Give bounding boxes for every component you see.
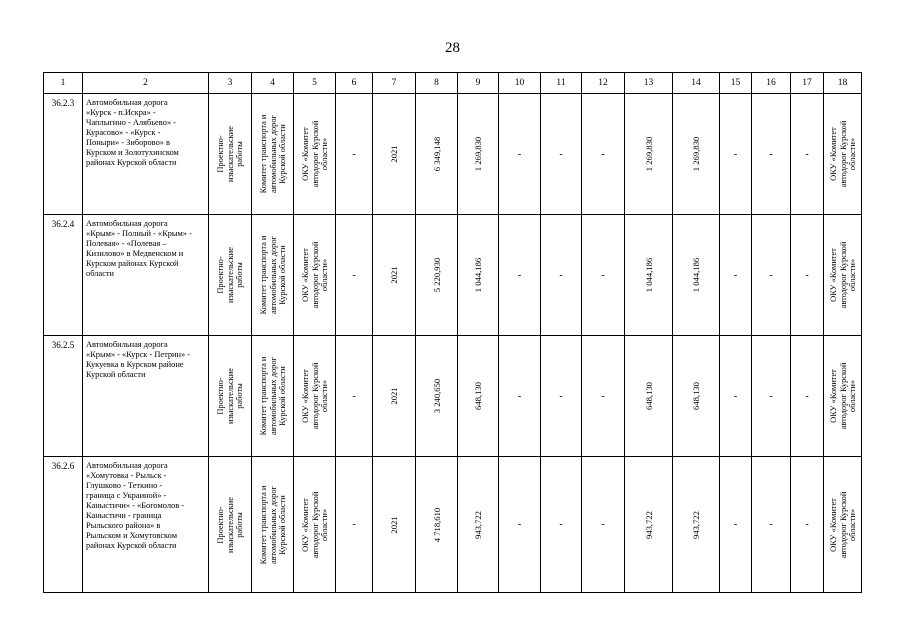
- col-18-executor-cell: [824, 457, 862, 593]
- column-header-3: 3: [209, 73, 252, 94]
- col-13-value: 1 269,830: [643, 136, 654, 172]
- road-name: Автомобильная дорога «Курск - п.Искра» - Чаплыгино - Алябьево» - Курасово» - «Курск - Поныри» - Зиборово» в Курском и Золотухинском районах Курской области: [83, 94, 209, 215]
- column-header-16: 16: [752, 73, 791, 94]
- col-10-value: -: [499, 215, 541, 336]
- col-18-executor-cell: [824, 215, 862, 336]
- col-14-value-cell: [673, 457, 720, 593]
- executor: ОКУ «Комитет автодорог Курской области»: [300, 120, 329, 188]
- executor-cell: [294, 94, 336, 215]
- col-14-value: 1 044,186: [691, 257, 701, 293]
- year-cell: [373, 336, 416, 457]
- responsible-committee: Комитет транспорта и автомобильных дорог Курской области: [258, 485, 287, 564]
- col-12-value: -: [582, 94, 625, 215]
- column-header-17: 17: [791, 73, 824, 94]
- col-9-value-cell: [458, 94, 499, 215]
- page-number: 28: [445, 40, 460, 56]
- col-17-value: -: [791, 457, 824, 593]
- table-row: [44, 457, 862, 593]
- road-name: Автомобильная дорога «Крым» - Полный - «Крым» - Полевая» - «Полевая – Кизилово» в Медвенском и Курском районах Курской области: [83, 215, 209, 336]
- executor-cell: [294, 457, 336, 593]
- column-header-10: 10: [499, 73, 541, 94]
- col-17-value: -: [791, 94, 824, 215]
- year-cell: [373, 215, 416, 336]
- column-header-18: 18: [824, 73, 862, 94]
- year: 2021: [389, 515, 399, 534]
- col-9-value: 943,722: [473, 510, 483, 539]
- road-name: Автомобильная дорога «Хомутовка - Рыльск - Глушково - Теткино - граница с Украиной» - Каныстичи» - «Богомолов - Каныстичи - граница Рыльского района» в Рыльском и Хомутовском районах Курской области: [83, 457, 209, 593]
- total-cost-cell: [416, 457, 458, 593]
- col-13-value: 943,722: [643, 510, 654, 539]
- year: 2021: [389, 145, 399, 163]
- responsible-committee: Комитет транспорта и автомобильных дорог Курской области: [258, 235, 287, 315]
- col-6-value: -: [336, 336, 373, 457]
- row-number: 36.2.4: [44, 215, 83, 336]
- work-type: Проектно- изыскательские работы: [215, 496, 244, 553]
- total-cost-cell: [416, 336, 458, 457]
- column-header-5: 5: [294, 73, 336, 94]
- executor: ОКУ «Комитет автодорог Курской области»: [300, 241, 329, 309]
- column-header-12: 12: [582, 73, 625, 94]
- col-13-value: 648,130: [643, 382, 654, 410]
- executor-cell: [294, 215, 336, 336]
- col-11-value: -: [541, 94, 582, 215]
- responsible-committee-cell: [252, 336, 294, 457]
- work-type: Проектно- изыскательские работы: [215, 126, 244, 182]
- col-10-value: -: [499, 457, 541, 593]
- responsible-committee-cell: [252, 457, 294, 593]
- col-11-value: -: [541, 215, 582, 336]
- column-header-7: 7: [373, 73, 416, 94]
- col-9-value: 1 269,830: [473, 136, 483, 172]
- executor: ОКУ «Комитет автодорог Курской области»: [300, 491, 329, 558]
- column-header-9: 9: [458, 73, 499, 94]
- total-cost: 6 349,148: [431, 136, 442, 172]
- col-17-value: -: [791, 215, 824, 336]
- col-15-value: -: [720, 336, 752, 457]
- table-row: [44, 215, 862, 336]
- column-header-15: 15: [720, 73, 752, 94]
- col-13-value-cell: [625, 215, 673, 336]
- total-cost: 3 240,650: [431, 378, 442, 414]
- col-16-value: -: [752, 457, 791, 593]
- column-header-13: 13: [625, 73, 673, 94]
- table-row: [44, 94, 862, 215]
- col-13-value-cell: [625, 336, 673, 457]
- work-type-cell: [209, 457, 252, 593]
- column-header-6: 6: [336, 73, 373, 94]
- col-13-value-cell: [625, 94, 673, 215]
- col-16-value: -: [752, 336, 791, 457]
- year: 2021: [389, 266, 399, 284]
- road-name: Автомобильная дорога «Крым» - «Курск - Петрин» - Кукуевка в Курском районе Курской области: [83, 336, 209, 457]
- executor-cell: [294, 336, 336, 457]
- col-15-value: -: [720, 215, 752, 336]
- col-14-value-cell: [673, 215, 720, 336]
- row-number: 36.2.5: [44, 336, 83, 457]
- col-18-executor-cell: [824, 336, 862, 457]
- col-14-value-cell: [673, 94, 720, 215]
- total-cost: 4 718,610: [431, 507, 442, 542]
- col-12-value: -: [582, 336, 625, 457]
- col-11-value: -: [541, 336, 582, 457]
- executor: ОКУ «Комитет автодорог Курской области»: [300, 362, 329, 430]
- col-6-value: -: [336, 457, 373, 593]
- col-12-value: -: [582, 215, 625, 336]
- work-type: Проектно- изыскательские работы: [215, 247, 244, 303]
- col-9-value: 648,130: [473, 382, 483, 410]
- col-12-value: -: [582, 457, 625, 593]
- program-table: [43, 72, 862, 593]
- column-header-11: 11: [541, 73, 582, 94]
- column-header-2: 2: [83, 73, 209, 94]
- col-15-value: -: [720, 94, 752, 215]
- column-header-14: 14: [673, 73, 720, 94]
- col-16-value: -: [752, 215, 791, 336]
- col-6-value: -: [336, 215, 373, 336]
- col-11-value: -: [541, 457, 582, 593]
- year-cell: [373, 94, 416, 215]
- col-9-value-cell: [458, 457, 499, 593]
- column-header-8: 8: [416, 73, 458, 94]
- work-type: Проектно- изыскательские работы: [215, 368, 244, 424]
- col-18-executor-cell: [824, 94, 862, 215]
- col-18-executor: ОКУ «Комитет автодорог Курской области»: [828, 362, 857, 430]
- col-14-value: 1 269,830: [691, 136, 701, 172]
- year: 2021: [389, 387, 399, 405]
- col-14-value: 648,130: [691, 382, 701, 410]
- col-6-value: -: [336, 94, 373, 215]
- col-9-value-cell: [458, 215, 499, 336]
- row-number: 36.2.6: [44, 457, 83, 593]
- col-18-executor: ОКУ «Комитет автодорог Курской области»: [828, 120, 857, 188]
- responsible-committee: Комитет транспорта и автомобильных дорог Курской области: [258, 356, 287, 436]
- work-type-cell: [209, 215, 252, 336]
- responsible-committee-cell: [252, 94, 294, 215]
- col-14-value-cell: [673, 336, 720, 457]
- col-9-value: 1 044,186: [473, 257, 483, 293]
- col-13-value: 1 044,186: [643, 257, 654, 293]
- col-15-value: -: [720, 457, 752, 593]
- row-number: 36.2.3: [44, 94, 83, 215]
- col-14-value: 943,722: [691, 510, 701, 539]
- header-row: [44, 73, 862, 94]
- column-header-4: 4: [252, 73, 294, 94]
- total-cost-cell: [416, 94, 458, 215]
- col-9-value-cell: [458, 336, 499, 457]
- table-row: [44, 336, 862, 457]
- total-cost: 5 220,930: [431, 257, 442, 293]
- col-16-value: -: [752, 94, 791, 215]
- col-17-value: -: [791, 336, 824, 457]
- work-type-cell: [209, 336, 252, 457]
- col-18-executor: ОКУ «Комитет автодорог Курской области»: [828, 491, 857, 558]
- work-type-cell: [209, 94, 252, 215]
- col-10-value: -: [499, 336, 541, 457]
- col-13-value-cell: [625, 457, 673, 593]
- responsible-committee: Комитет транспорта и автомобильных дорог Курской области: [258, 114, 287, 194]
- column-header-1: 1: [44, 73, 83, 94]
- col-18-executor: ОКУ «Комитет автодорог Курской области»: [828, 241, 857, 309]
- responsible-committee-cell: [252, 215, 294, 336]
- col-10-value: -: [499, 94, 541, 215]
- year-cell: [373, 457, 416, 593]
- total-cost-cell: [416, 215, 458, 336]
